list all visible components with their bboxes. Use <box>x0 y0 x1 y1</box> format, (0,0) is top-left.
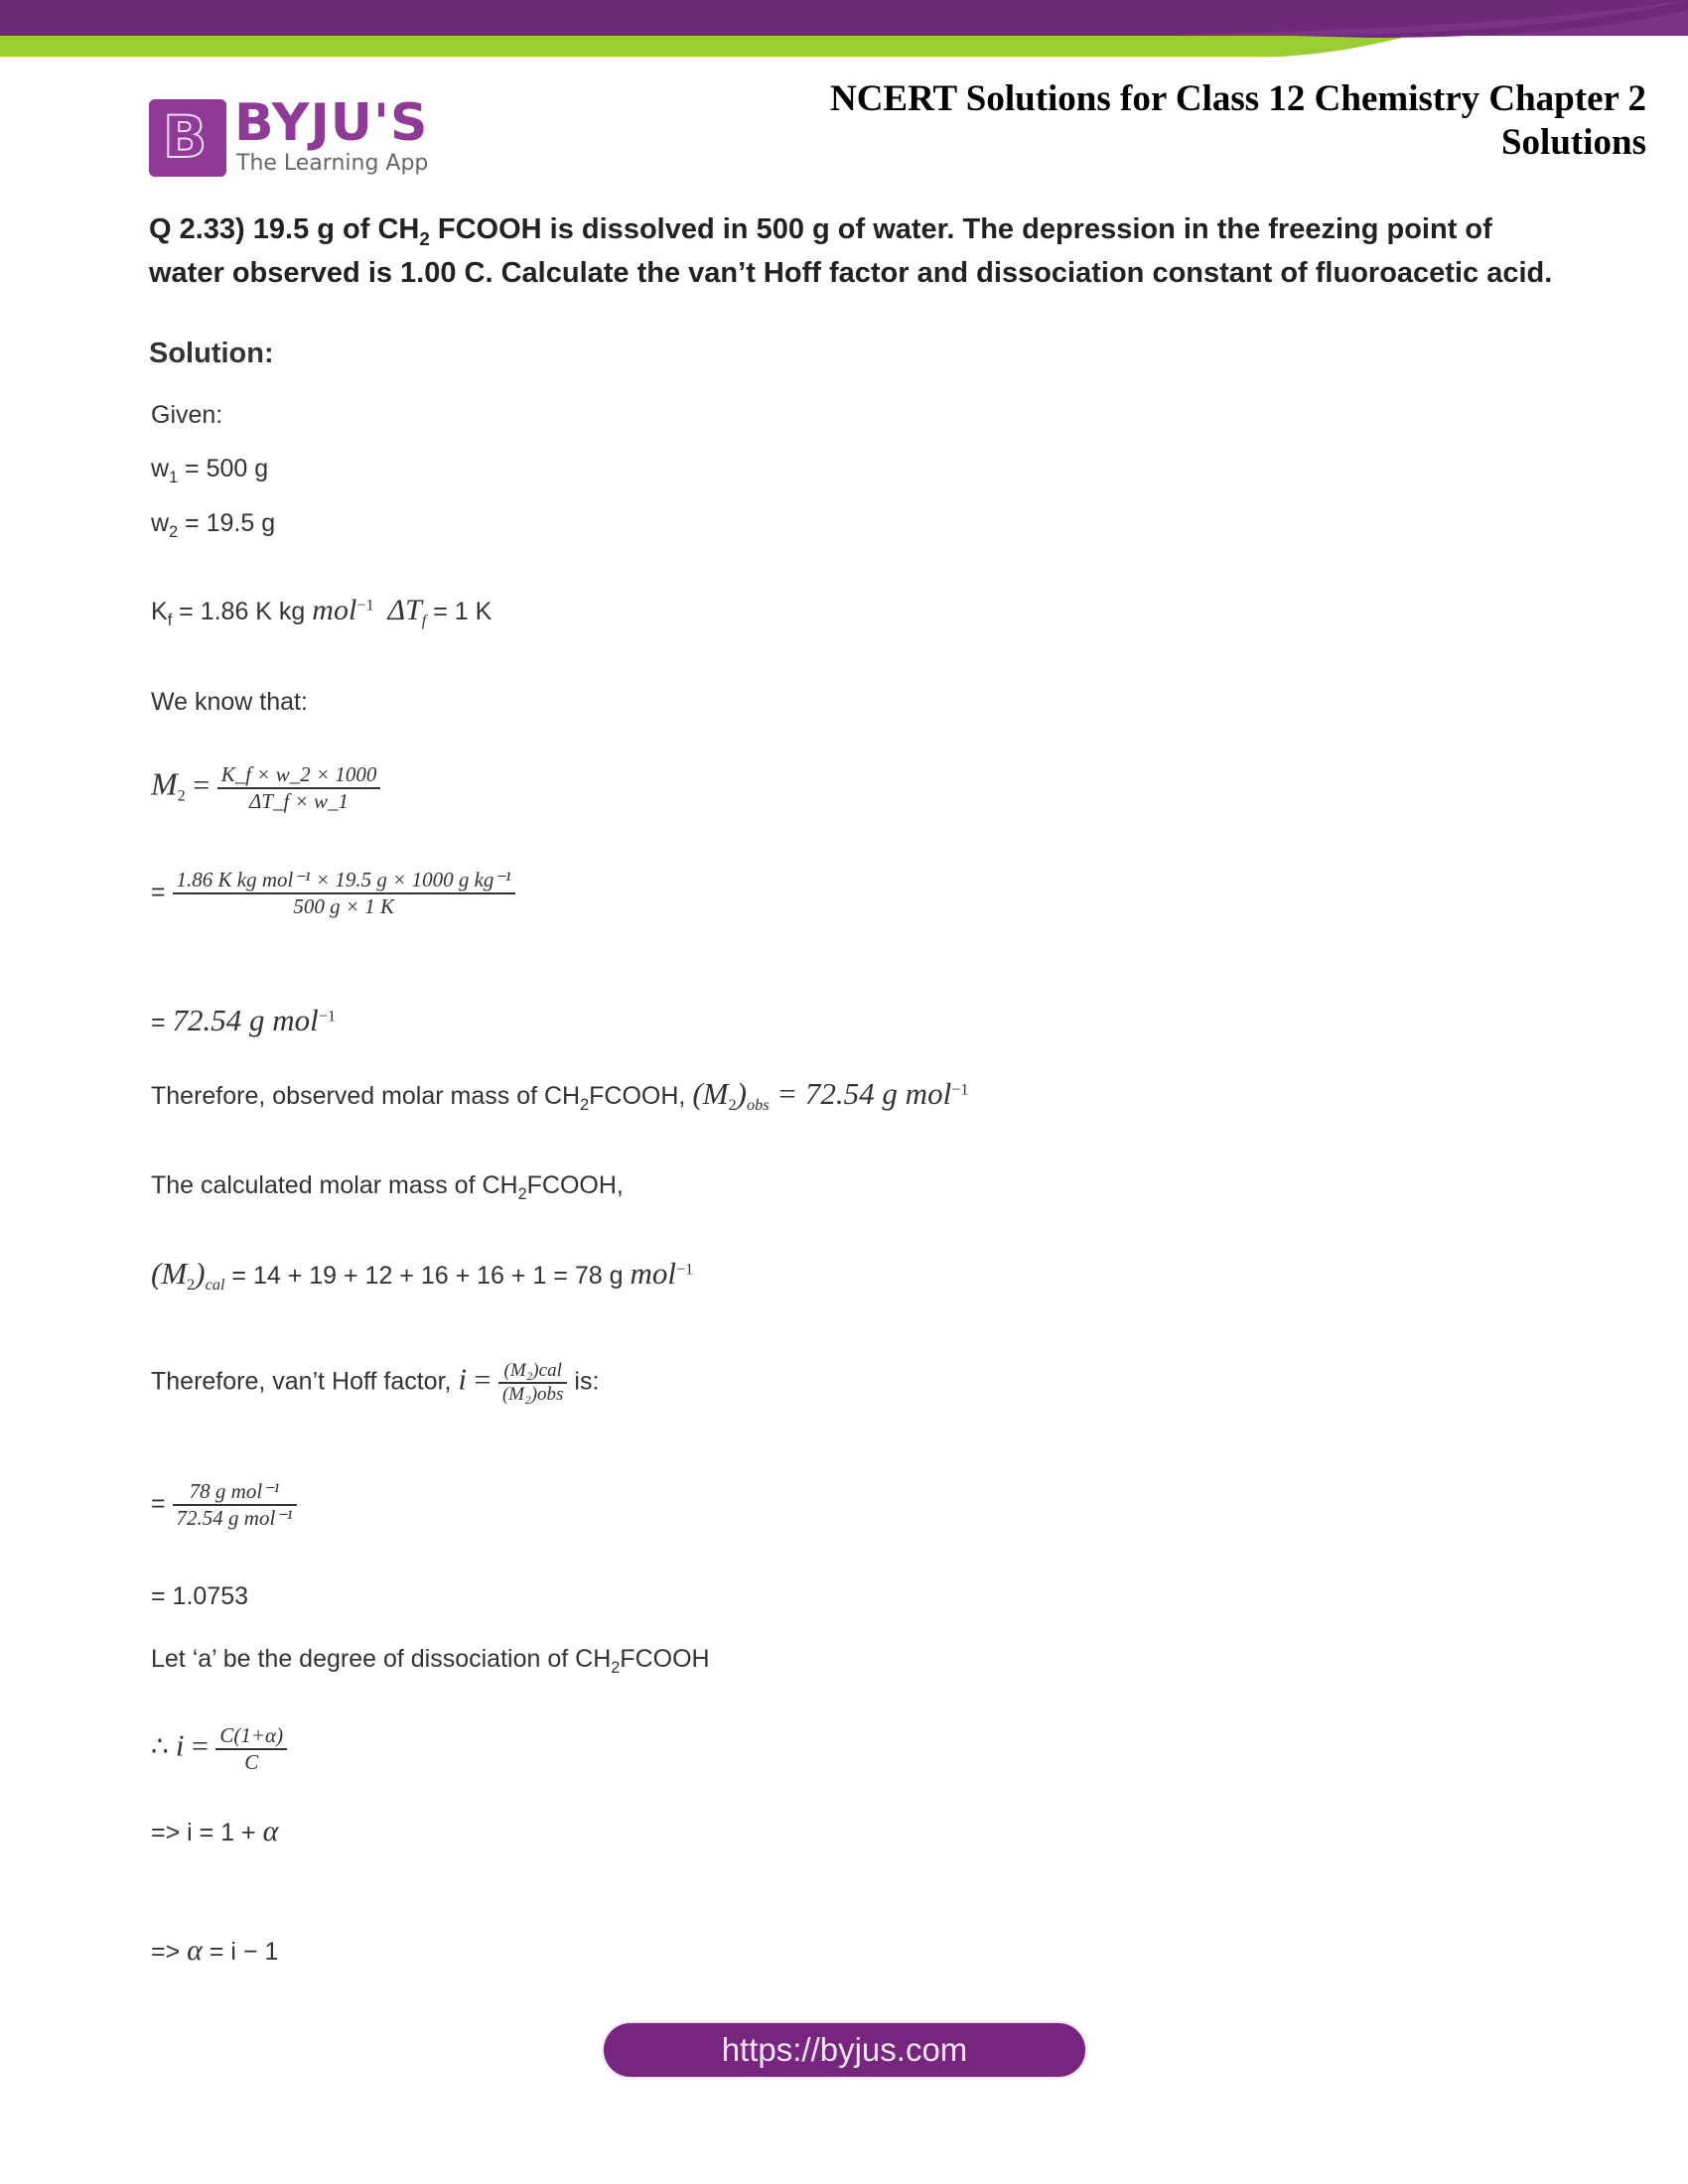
therefore-i-formula: ∴ i = $\frac{C(1+\alpha)}{C}$ <box>151 1723 287 1775</box>
given-w1: $w_1 = 500$ g <box>151 455 269 486</box>
calculated-intro: The calculated molar mass of $CH_2FCOOH$, <box>151 1171 624 1203</box>
vant-hoff-factor-formula: Therefore, van’t Hoff factor, i = $\frac{\text{(M₂)cal}}{\text{(M₂)obs}}$ is: <box>151 1360 600 1405</box>
formula-m2: $M_2$ = $\frac{K\_f \times w\_2 \times 1000}{\Delta T\_f \times w\_1}$ <box>151 762 380 814</box>
header-banner <box>0 0 1688 69</box>
footer-url-link[interactable] <box>604 2023 1085 2077</box>
vant-hoff-result: = 1.0753 <box>151 1582 249 1610</box>
vant-hoff-ratio: = $\frac{\text{78 g mol⁻¹}}{\text{72.54 g mol⁻¹}}$ <box>151 1479 297 1531</box>
given-kf-deltatf: $K_f = 1.86$ K kg mol$^{-1}$ $\Delta T_f = 1$ K <box>151 594 492 629</box>
given-label: Given: <box>151 401 223 429</box>
footer-url-text[interactable]: https://byjus.com <box>721 2031 968 2068</box>
logo-b-icon: B <box>149 99 226 177</box>
logo-tagline: The Learning App <box>236 151 429 176</box>
solution-heading: Solution: <box>149 338 274 369</box>
step-alpha-equals: => α = i − 1 <box>151 1934 279 1967</box>
logo-name: BYJU'S <box>234 93 429 153</box>
observed-molar-mass: Therefore, observed molar mass of $CH_2FCOOH$, $(M_2)_{obs} = 72.54$ g mol$^{-1}$ <box>151 1076 969 1114</box>
let-alpha-statement: Let ‘a’ be the degree of dissociation of $CH_2FCOOH$ <box>151 1645 710 1677</box>
document-title: NCERT Solutions for Class 12 Chemistry Chapter 2 Solutions <box>829 78 1646 163</box>
byjus-logo <box>149 93 437 181</box>
formula-substitution: = $\frac{\text{1.86 K kg mol⁻¹ × 19.5 g × 1000 g kg⁻¹}}{500 g \times 1 K}$ <box>151 868 515 919</box>
calculated-molar-mass: $(M_2)_{cal} = 14 + 19 + 12 + 16 + 16 + 1 = 78$ g mol$^{-1}$ <box>151 1256 694 1294</box>
result-molar-mass: = 72.54 g mol$^{-1}$ <box>151 1003 337 1037</box>
question-text: Q 2.33) 19.5 g of $CH_2$ FCOOH is dissolved in 500 g of water. The depression in the freezing point of water observed is 1.00 C. Calculate the van’t Hoff factor and dissociation constant of fluoroacetic acid. <box>149 213 1553 289</box>
we-know-that: We know that: <box>151 688 308 716</box>
step-i-equals: => i = 1 + α <box>151 1815 279 1847</box>
given-w2: $w_2 = 19.5$ g <box>151 509 276 541</box>
